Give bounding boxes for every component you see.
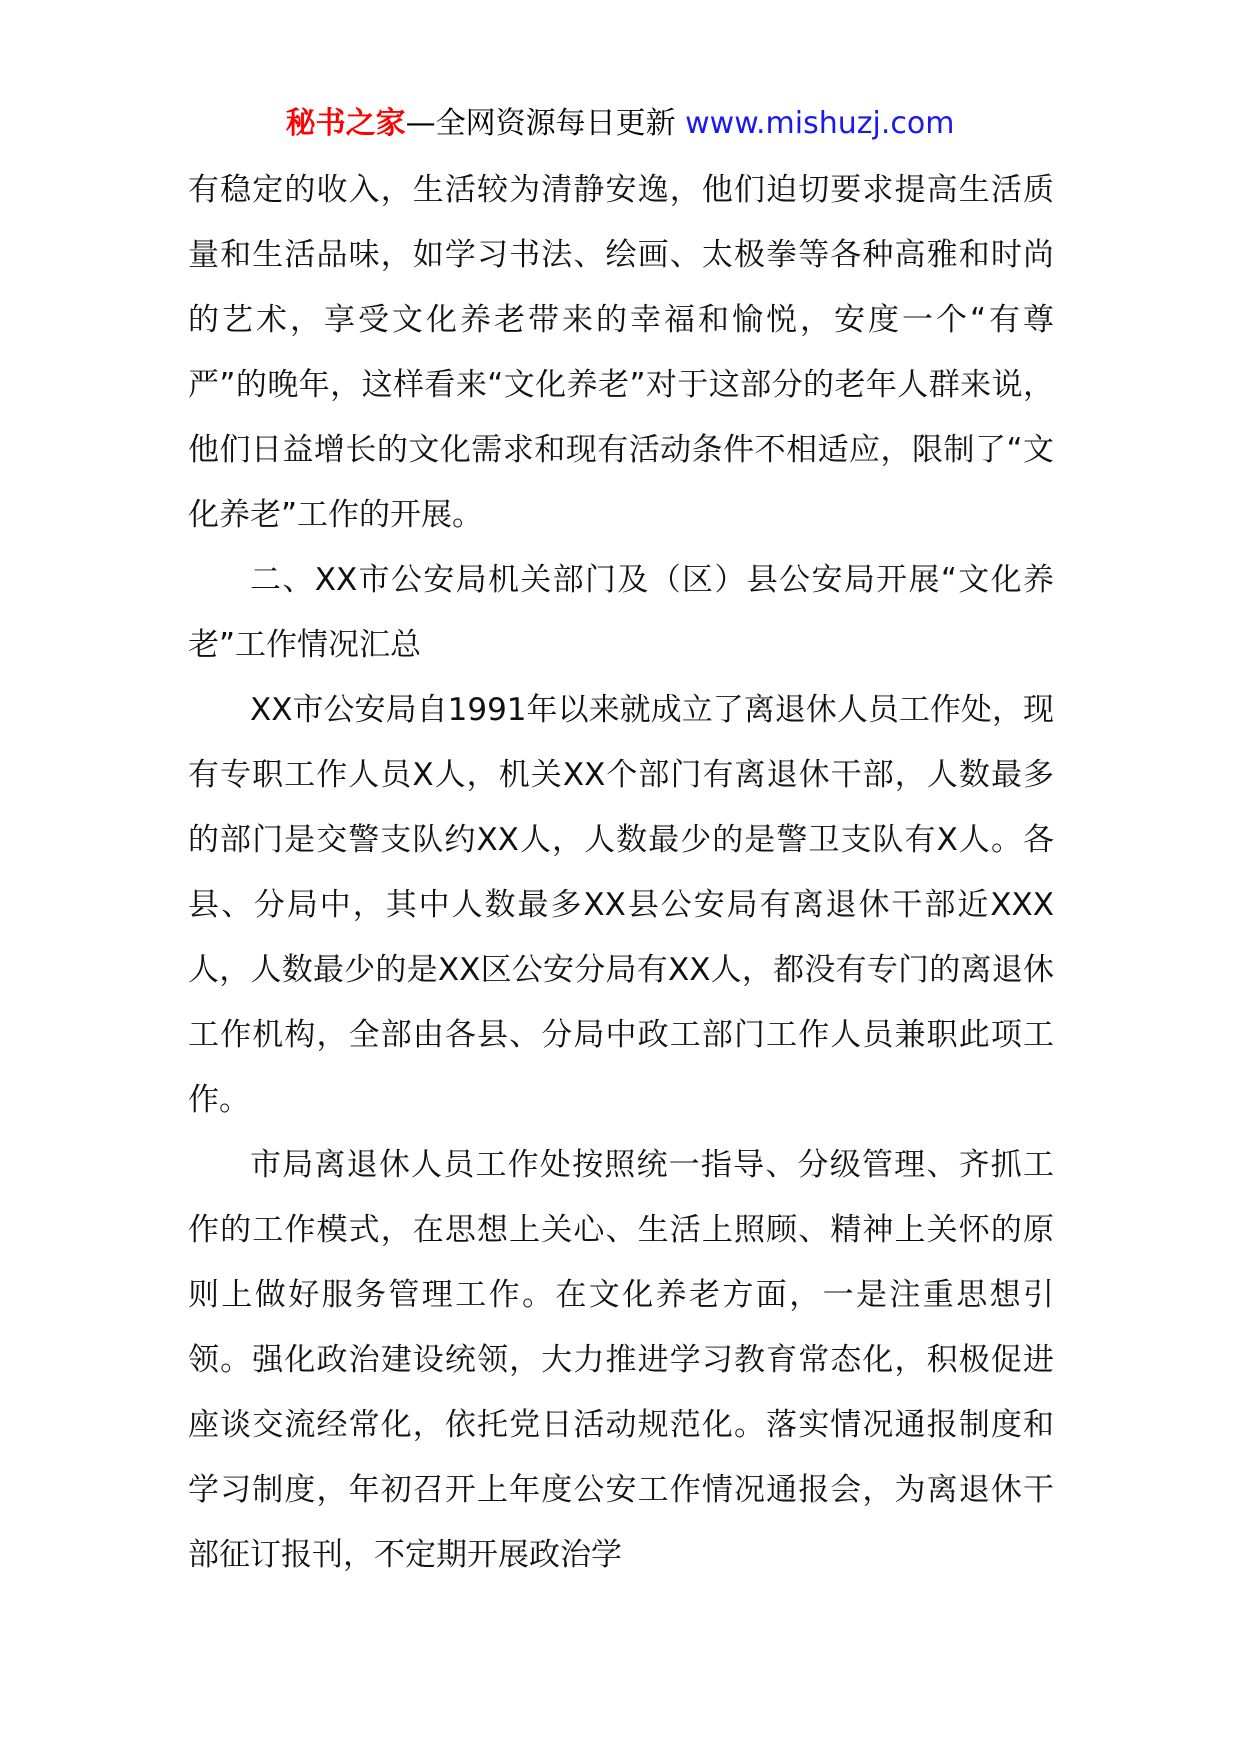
paragraph-continuation: 有稳定的收入，生活较为清静安逸，他们迫切要求提高生活质量和生活品味，如学习书法、绘画、太极拳等各种高雅和时尚的艺术，享受文化养老带来的幸福和愉悦，安度一个“有尊严”的晚年，这样看来“文化养老”对于这部分的老年人群来说，他们日益增长的文化需求和现有活动条件不相适应，限制了“文化养老”工作的开展。 [188,172,1054,533]
section-heading: 二、XX市公安局机关部门及（区）县公安局开展“文化养老”工作情况汇总 [188,562,1054,663]
document-body [188,158,1054,1588]
paragraph: 市局离退休人员工作处按照统一指导、分级管理、齐抓工作的工作模式，在思想上关心、生活上照顾、精神上关怀的原则上做好服务管理工作。在文化养老方面，一是注重思想引领。强化政治建设统领，大力推进学习教育常态化，积极促进座谈交流经常化，依托党日活动规范化。落实情况通报制度和学习制度，年初召开上年度公安工作情况通报会，为离退休干部征订报刊，不定期开展政治学 [188,1147,1054,1573]
header-tagline: —全网资源每日更新 [405,106,676,141]
paragraph: XX市公安局自1991年以来就成立了离退休人员工作处，现有专职工作人员X人，机关XX个部门有离退休干部，人数最多的部门是交警支队约XX人，人数最少的是警卫支队有X人。各县、分局中，其中人数最多XX县公安局有离退休干部近XXX人，人数最少的是XX区公安分局有XX人，都没有专门的离退休工作机构，全部由各县、分局中政工部门工作人员兼职此项工作。 [188,692,1054,1118]
page-header [0,104,1240,144]
brand-name: 秘书之家 [285,106,406,141]
website-link[interactable]: www.mishuzj.com [685,106,955,141]
